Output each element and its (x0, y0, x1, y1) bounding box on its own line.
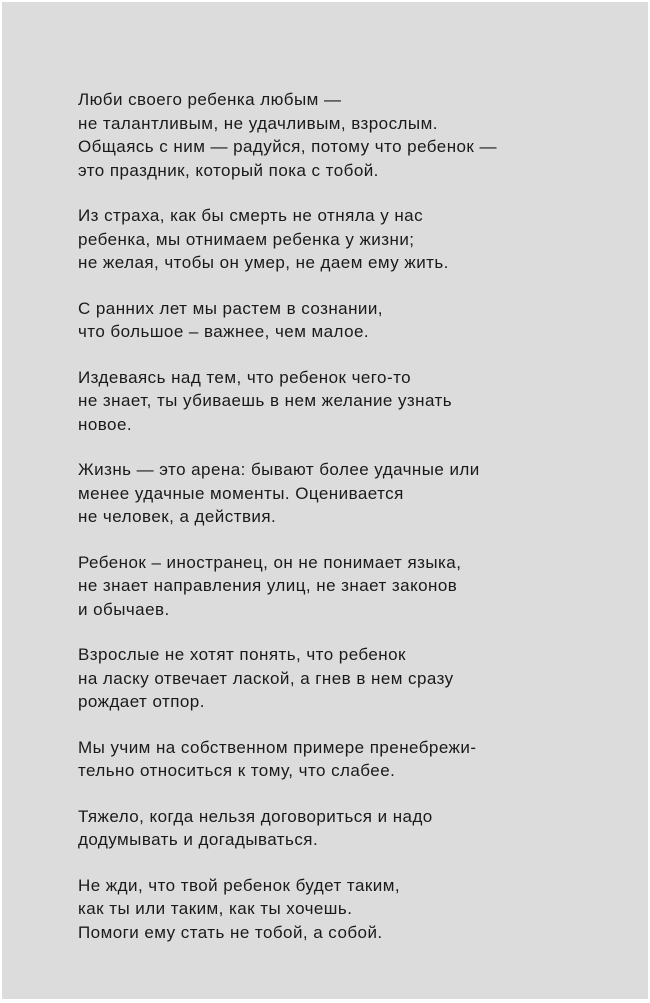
text-line: Издеваясь над тем, что ребенок чего-то (78, 367, 412, 387)
text-line: Помоги ему стать не тобой, а собой. (78, 922, 383, 942)
text-line: додумывать и догадываться. (78, 830, 319, 849)
text-line: и обычаев. (78, 599, 170, 619)
paragraph (78, 88, 608, 182)
paragraph (78, 805, 608, 852)
paragraph (78, 874, 608, 945)
text-line: тельно относиться к тому, что слабее. (78, 761, 396, 780)
paragraph (78, 297, 608, 344)
paragraph (78, 366, 608, 437)
text-line: Люби своего ребенка любым — (78, 90, 342, 109)
text-line: новое. (78, 414, 133, 434)
text-line: Мы учим на собственном примере пренебрежи- (78, 737, 477, 757)
text-line: Взрослые не хотят понять, что ребенок (78, 645, 406, 664)
text-line: на ласку отвечает лаской, а гнев в нем сразу (78, 668, 454, 688)
text-line: Общаясь с ним — радуйся, потому что ребенок — (78, 137, 497, 156)
paragraph (78, 458, 608, 529)
text-line: что большое – важнее, чем малое. (78, 322, 370, 341)
text-line: не знает направления улиц, не знает законов (78, 576, 458, 595)
text-line: это праздник, который пока с тобой. (78, 160, 379, 180)
text-line: рождает отпор. (78, 692, 205, 711)
text-line: Ребенок – иностранец, он не понимает языка, (78, 552, 462, 572)
text-line: Не жди, что твой ребенок будет таким, (78, 875, 401, 895)
paragraph (78, 736, 608, 783)
paragraph (78, 204, 608, 275)
text-line: Из страха, как бы смерть не отняла у нас (78, 206, 424, 225)
document-page (2, 2, 648, 999)
text-line: Жизнь — это арена: бывают более удачные или (78, 460, 480, 479)
text-line: не желая, чтобы он умер, не даем ему жить. (78, 253, 449, 272)
text-line: С ранних лет мы растем в сознании, (78, 298, 383, 318)
text-line: ребенка, мы отнимаем ребенка у жизни; (78, 229, 415, 249)
text-body (78, 88, 608, 944)
paragraph (78, 551, 608, 622)
text-line: не знает, ты убиваешь в нем желание узнать (78, 391, 453, 410)
text-line: менее удачные моменты. Оценивается (78, 483, 404, 503)
text-line: Тяжело, когда нельзя договориться и надо (78, 806, 433, 826)
text-line: не человек, а действия. (78, 507, 277, 526)
text-line: как ты или таким, как ты хочешь. (78, 899, 353, 918)
text-line: не талантливым, не удачливым, взрослым. (78, 113, 438, 133)
paragraph (78, 643, 608, 714)
